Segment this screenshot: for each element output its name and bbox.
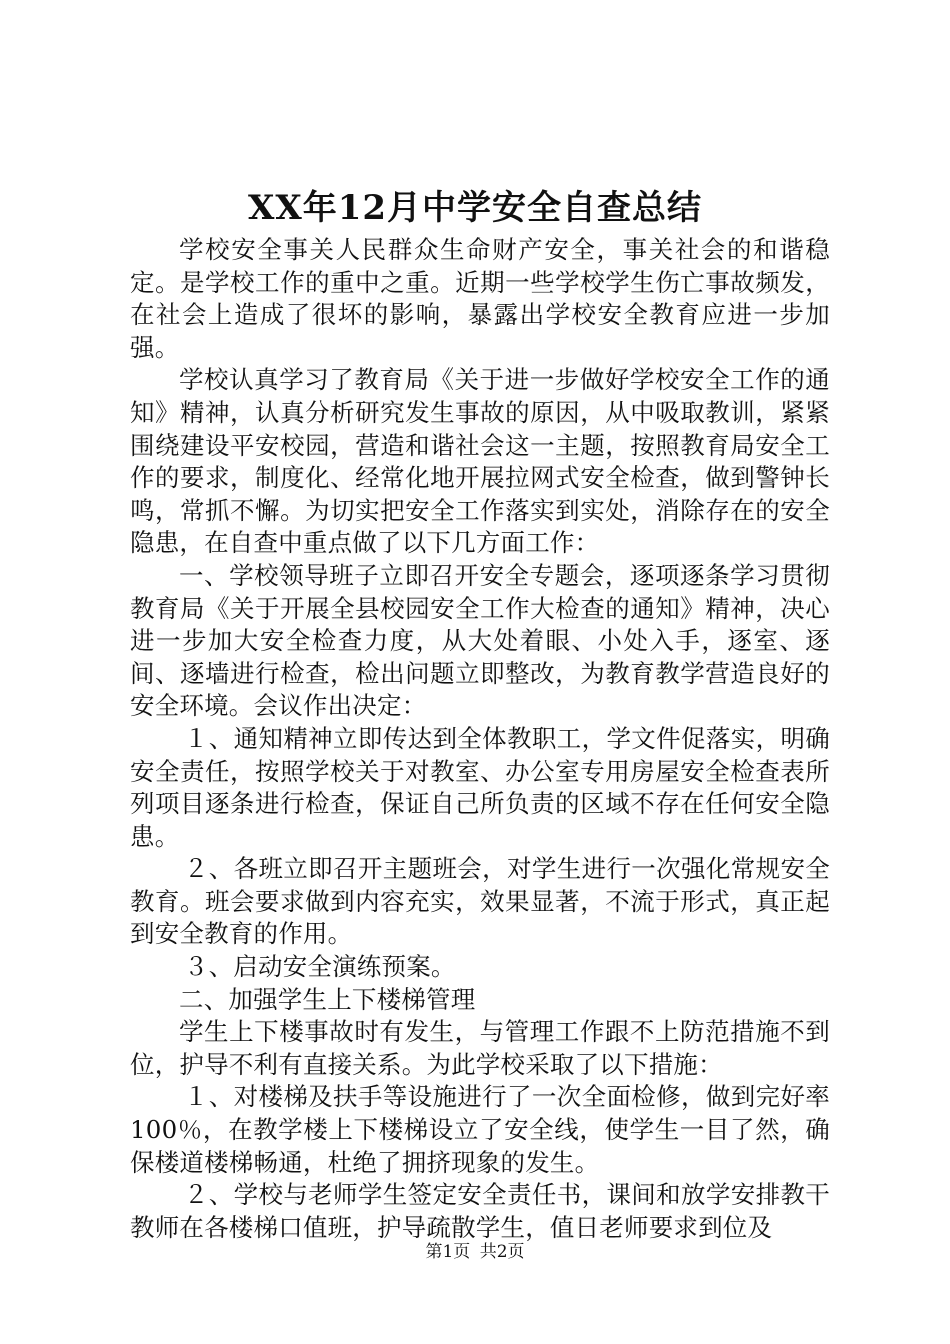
document-body	[130, 234, 830, 1244]
paragraph-item-2-2: ２、学校与老师学生签定安全责任书，课间和放学安排教干教师在各楼梯口值班，护导疏散学生，值日老师要求到位及	[130, 1180, 830, 1242]
paragraph-section-1: 一、学校领导班子立即召开安全专题会，逐项逐条学习贯彻教育局《关于开展全县校园安全工作大检查的通知》精神，决心进一步加大安全检查力度，从大处着眼、小处入手，逐室、逐间、逐墙进行检查，检出问题立即整改，为教育教学营造良好的安全环境。会议作出决定：	[130, 560, 830, 721]
document-title: XX年12月中学安全自查总结	[247, 188, 703, 228]
paragraph-section-2-intro: 学生上下楼事故时有发生，与管理工作跟不上防范措施不到位，护导不利有直接关系。为此学校采取了以下措施：	[130, 1017, 830, 1079]
paragraph-item-2-1: １、对楼梯及扶手等设施进行了一次全面检修，做到完好率100％，在教学楼上下楼梯设立了安全线，使学生一目了然，确保楼道楼梯畅通，杜绝了拥挤现象的发生。	[130, 1082, 830, 1177]
paragraph-item-1-3: ３、启动安全演练预案。	[183, 952, 456, 982]
paragraph-study: 学校认真学习了教育局《关于进一步做好学校安全工作的通知》精神，认真分析研究发生事故的原因，从中吸取教训，紧紧围绕建设平安校园，营造和谐社会这一主题，按照教育局安全工作的要求，制度化、经常化地开展拉网式安全检查，做到警钟长鸣，常抓不懈。为切实把安全工作落实到实处，消除存在的安全隐患，在自查中重点做了以下几方面工作：	[130, 365, 830, 558]
paragraph-intro: 学校安全事关人民群众生命财产安全，事关社会的和谐稳定。是学校工作的重中之重。近期一些学校学生伤亡事故频发，在社会上造成了很坏的影响，暴露出学校安全教育应进一步加强。	[130, 235, 830, 362]
paragraph-item-1-2: ２、各班立即召开主题班会，对学生进行一次强化常规安全教育。班会要求做到内容充实，效果显著，不流于形式，真正起到安全教育的作用。	[130, 854, 830, 949]
paragraph-section-2-heading: 二、加强学生上下楼梯管理	[179, 984, 476, 1014]
page-number-footer: 第1页 共2页	[425, 1242, 525, 1262]
paragraph-item-1-1: １、通知精神立即传达到全体教职工，学文件促落实，明确安全责任，按照学校关于对教室、办公室专用房屋安全检查表所列项目逐条进行检查，保证自己所负责的区域不存在任何安全隐患。	[130, 723, 830, 851]
